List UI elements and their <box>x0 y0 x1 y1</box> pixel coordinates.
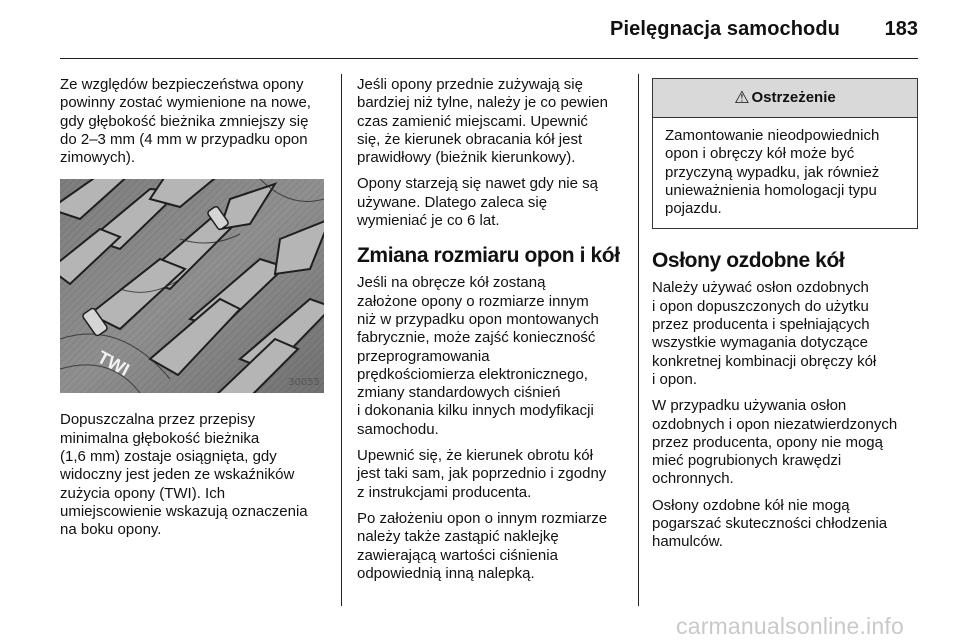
column-divider-left <box>341 74 342 606</box>
twi-label: TWI <box>94 347 133 381</box>
header-divider <box>60 58 918 59</box>
column-2 <box>357 76 629 591</box>
warning-text: Zamontowanie nieodpowiednich opon i obręczy kół może być przyczyną wypadku, jak również unieważnienia homologacji typu pojazdu. <box>665 127 880 218</box>
tire-tread-drawing <box>60 179 324 393</box>
warning-title: Ostrzeżenie <box>751 88 836 106</box>
section-heading-size-change: Zmiana rozmiaru opon i kół <box>357 244 620 268</box>
column-divider-right <box>638 74 639 606</box>
rotation-paragraph: Jeśli opony przednie zużywają się bardziej niż tylne, należy je co pewien czas zamienić miejscami. Upewnić się, że kierunek obracania kół jest prawidłowy (bieżnik kierunkowy). <box>357 76 608 167</box>
page-title: Pielęgnacja samochodu <box>610 18 840 40</box>
warning-triangle-icon: ⚠ <box>734 87 750 107</box>
size-change-paragraph: Jeśli na obręcze kół zostaną założone opony o rozmiarze innym niż w przypadku opon montowanych fabrycznie, może zajść konieczność przeprogramowania prędkościomierza elektronicznego, zmiany standardowych ciśnień i dokonania kilku innych modyfikacji samochodu. <box>357 274 599 438</box>
page-number: 183 <box>884 18 918 40</box>
twi-description: Dopuszczalna przez przepisy minimalna głębokość bieżnika (1,6 mm) zostaje osiągnięta, gdy widoczny jest jeden ze wskaźników zużycia opony (TWI). Ich umiejscowienie wskazują oznaczenia na boku opony. <box>60 411 308 539</box>
wheel-covers-paragraph-1: Należy używać osłon ozdobnych i opon dopuszczonych do użytku przez producenta i spełniających wszystkie wymagania dotyczące konkretnej kombinacji obręczy kół i opon. <box>652 279 877 388</box>
tread-depth-intro: Ze względów bezpieczeństwa opony powinny zostać wymienione na nowe, gdy głębokość bieżnika zmniejszy się do 2–3 mm (4 mm w przypadku opon zimowych). <box>60 76 311 167</box>
section-heading-wheel-covers: Osłony ozdobne kół <box>652 249 845 273</box>
tire-tread-illustration <box>60 179 324 393</box>
warning-box <box>652 78 918 229</box>
warning-header <box>653 79 917 118</box>
watermark: carmanualsonline.info <box>676 613 904 639</box>
rotation-direction-paragraph: Upewnić się, że kierunek obrotu kół jest taki sam, jak poprzednio i zgodny z instrukcjami producenta. <box>357 447 607 501</box>
wheel-covers-paragraph-2: W przypadku używania osłon ozdobnych i opon niezatwierdzonych przez producenta, opony nie mogą mieć pogrubionych krawędzi ochronnych. <box>652 397 898 488</box>
column-1 <box>60 76 330 548</box>
wheel-covers-paragraph-3: Osłony ozdobne kół nie mogą pogarszać skuteczności chłodzenia hamulców. <box>652 496 888 551</box>
pressure-label-paragraph: Po założeniu opon o innym rozmiarze należy także zastąpić naklejkę zawierającą wartości ciśnienia odpowiednią inną nalepką. <box>357 509 608 582</box>
column-3 <box>652 76 924 560</box>
figure-code: 30055 <box>288 377 320 389</box>
tire-aging-paragraph: Opony starzeją się nawet gdy nie są używane. Dlatego zaleca się wymieniać je co 6 lat. <box>357 175 598 230</box>
page-header <box>0 0 960 60</box>
